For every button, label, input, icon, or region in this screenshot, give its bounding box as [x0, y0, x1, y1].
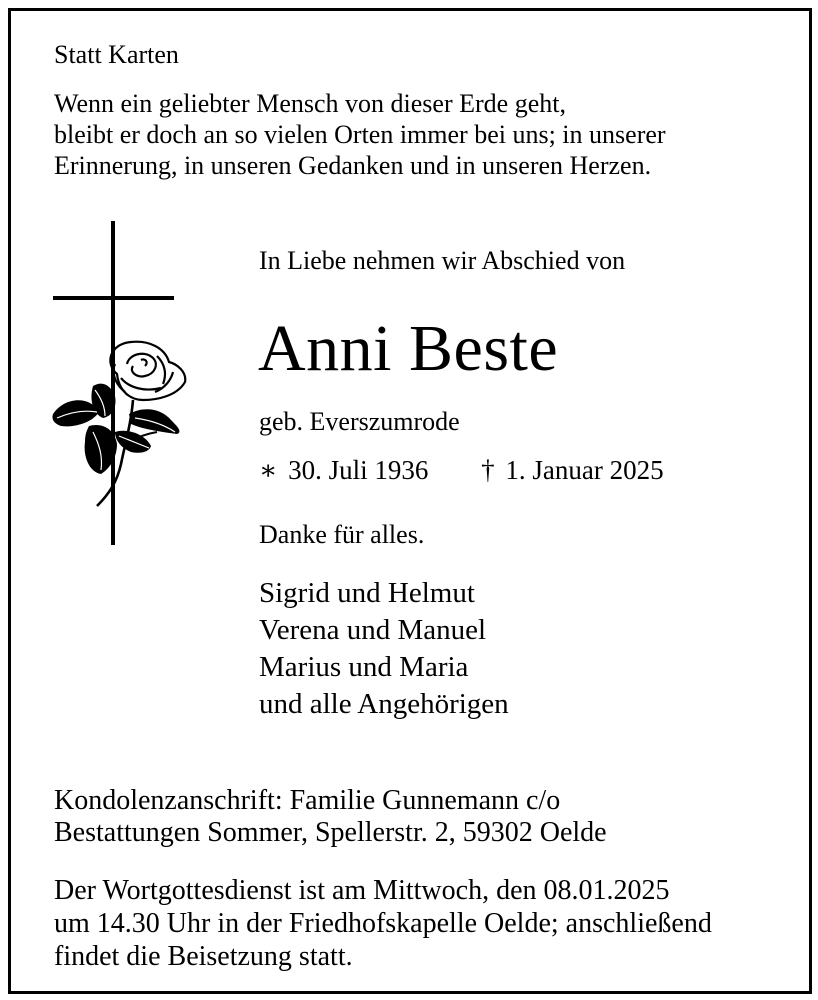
cross-horizontal-bar: [53, 296, 174, 300]
condolence-line: Bestattungen Sommer, Spellerstr. 2, 59302 Oelde: [54, 817, 607, 848]
death-date: 1. Januar 2025: [505, 455, 664, 485]
maiden-name: geb. Everszumrode: [259, 407, 460, 436]
condolence-line: Kondolenzanschrift: Familie Gunnemann c/o: [54, 785, 561, 816]
condolence-address: [54, 785, 607, 849]
family-member: Verena und Manuel: [259, 614, 487, 646]
deceased-name: Anni Beste: [258, 312, 559, 385]
poem-line: Erinnerung, in unseren Gedanken und in unseren Herzen.: [54, 151, 652, 180]
family-member: und alle Angehörigen: [259, 688, 509, 720]
family-list: [259, 575, 509, 723]
birth-symbol: ∗: [259, 455, 278, 485]
farewell-intro: In Liebe nehmen wir Abschied von: [259, 246, 626, 275]
rose-icon: [45, 334, 190, 509]
thanks-line: Danke für alles.: [259, 520, 425, 549]
service-line: Der Wortgottesdienst ist am Mittwoch, den 08.01.2025: [54, 875, 670, 906]
death-symbol: †: [481, 455, 495, 485]
life-dates: [259, 455, 664, 486]
poem-line: Wenn ein geliebter Mensch von dieser Erde geht,: [54, 89, 566, 118]
statt-karten: Statt Karten: [54, 40, 179, 69]
service-line: findet die Beisetzung statt.: [54, 941, 353, 972]
service-line: um 14.30 Uhr in der Friedhofskapelle Oelde; anschließend: [54, 908, 712, 939]
service-info: [54, 874, 712, 973]
poem-line: bleibt er doch an so vielen Orten immer bei uns; in unserer: [54, 120, 666, 149]
poem: [54, 88, 666, 181]
family-member: Sigrid und Helmut: [259, 577, 475, 609]
birth-date: 30. Juli 1936: [288, 455, 429, 485]
family-member: Marius und Maria: [259, 651, 469, 683]
